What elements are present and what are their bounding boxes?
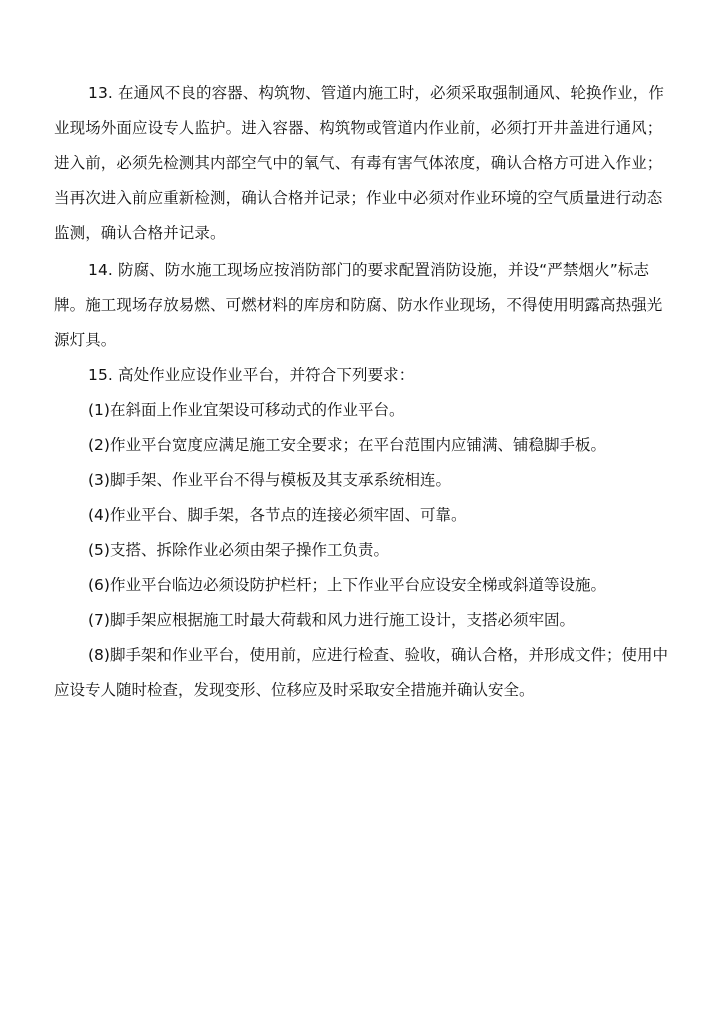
paragraph-15: 15. 高处作业应设作业平台，并符合下列要求： <box>88 366 415 384</box>
paragraph-13: 13. 在通风不良的容器、构筑物、管道内施工时，必须采取强制通风、轮换作业，作业现场外面应设专人监护。进入容器、构筑物或管道内作业前，必须打开井盖进行通风；进入前，必须先检测其内部空气中的氧气、有毒有害气体浓度，确认合格方可进入作业；当再次进入前应重新检测，确认合格并记录；作业中必须对作业环境的空气质量进行动态监测，确认合格并记录。 <box>54 84 664 242</box>
list-item-6: (6)作业平台临边必须设防护栏杆；上下作业平台应设安全梯或斜道等设施。 <box>88 576 606 594</box>
list-item-5: (5)支搭、拆除作业必须由架子操作工负责。 <box>88 541 389 559</box>
list-item-7: (7)脚手架应根据施工时最大荷载和风力进行施工设计，支搭必须牢固。 <box>88 611 575 629</box>
list-item-4: (4)作业平台、脚手架，各节点的连接必须牢固、可靠。 <box>88 506 467 524</box>
list-item-1: (1)在斜面上作业宜架设可移动式的作业平台。 <box>88 401 405 419</box>
list-item-8: (8)脚手架和作业平台，使用前，应进行检查、验收，确认合格，并形成文件；使用中应设专人随时检查，发现变形、位移应及时采取安全措施并确认安全。 <box>54 646 668 699</box>
document-body <box>54 76 670 708</box>
list-item-2: (2)作业平台宽度应满足施工安全要求；在平台范围内应铺满、铺稳脚手板。 <box>88 436 606 454</box>
paragraph-14: 14. 防腐、防水施工现场应按消防部门的要求配置消防设施，并设“严禁烟火”标志牌。施工现场存放易燃、可燃材料的库房和防腐、防水作业现场，不得使用明露高热强光源灯具。 <box>54 261 663 349</box>
list-item-3: (3)脚手架、作业平台不得与模板及其支承系统相连。 <box>88 471 451 489</box>
